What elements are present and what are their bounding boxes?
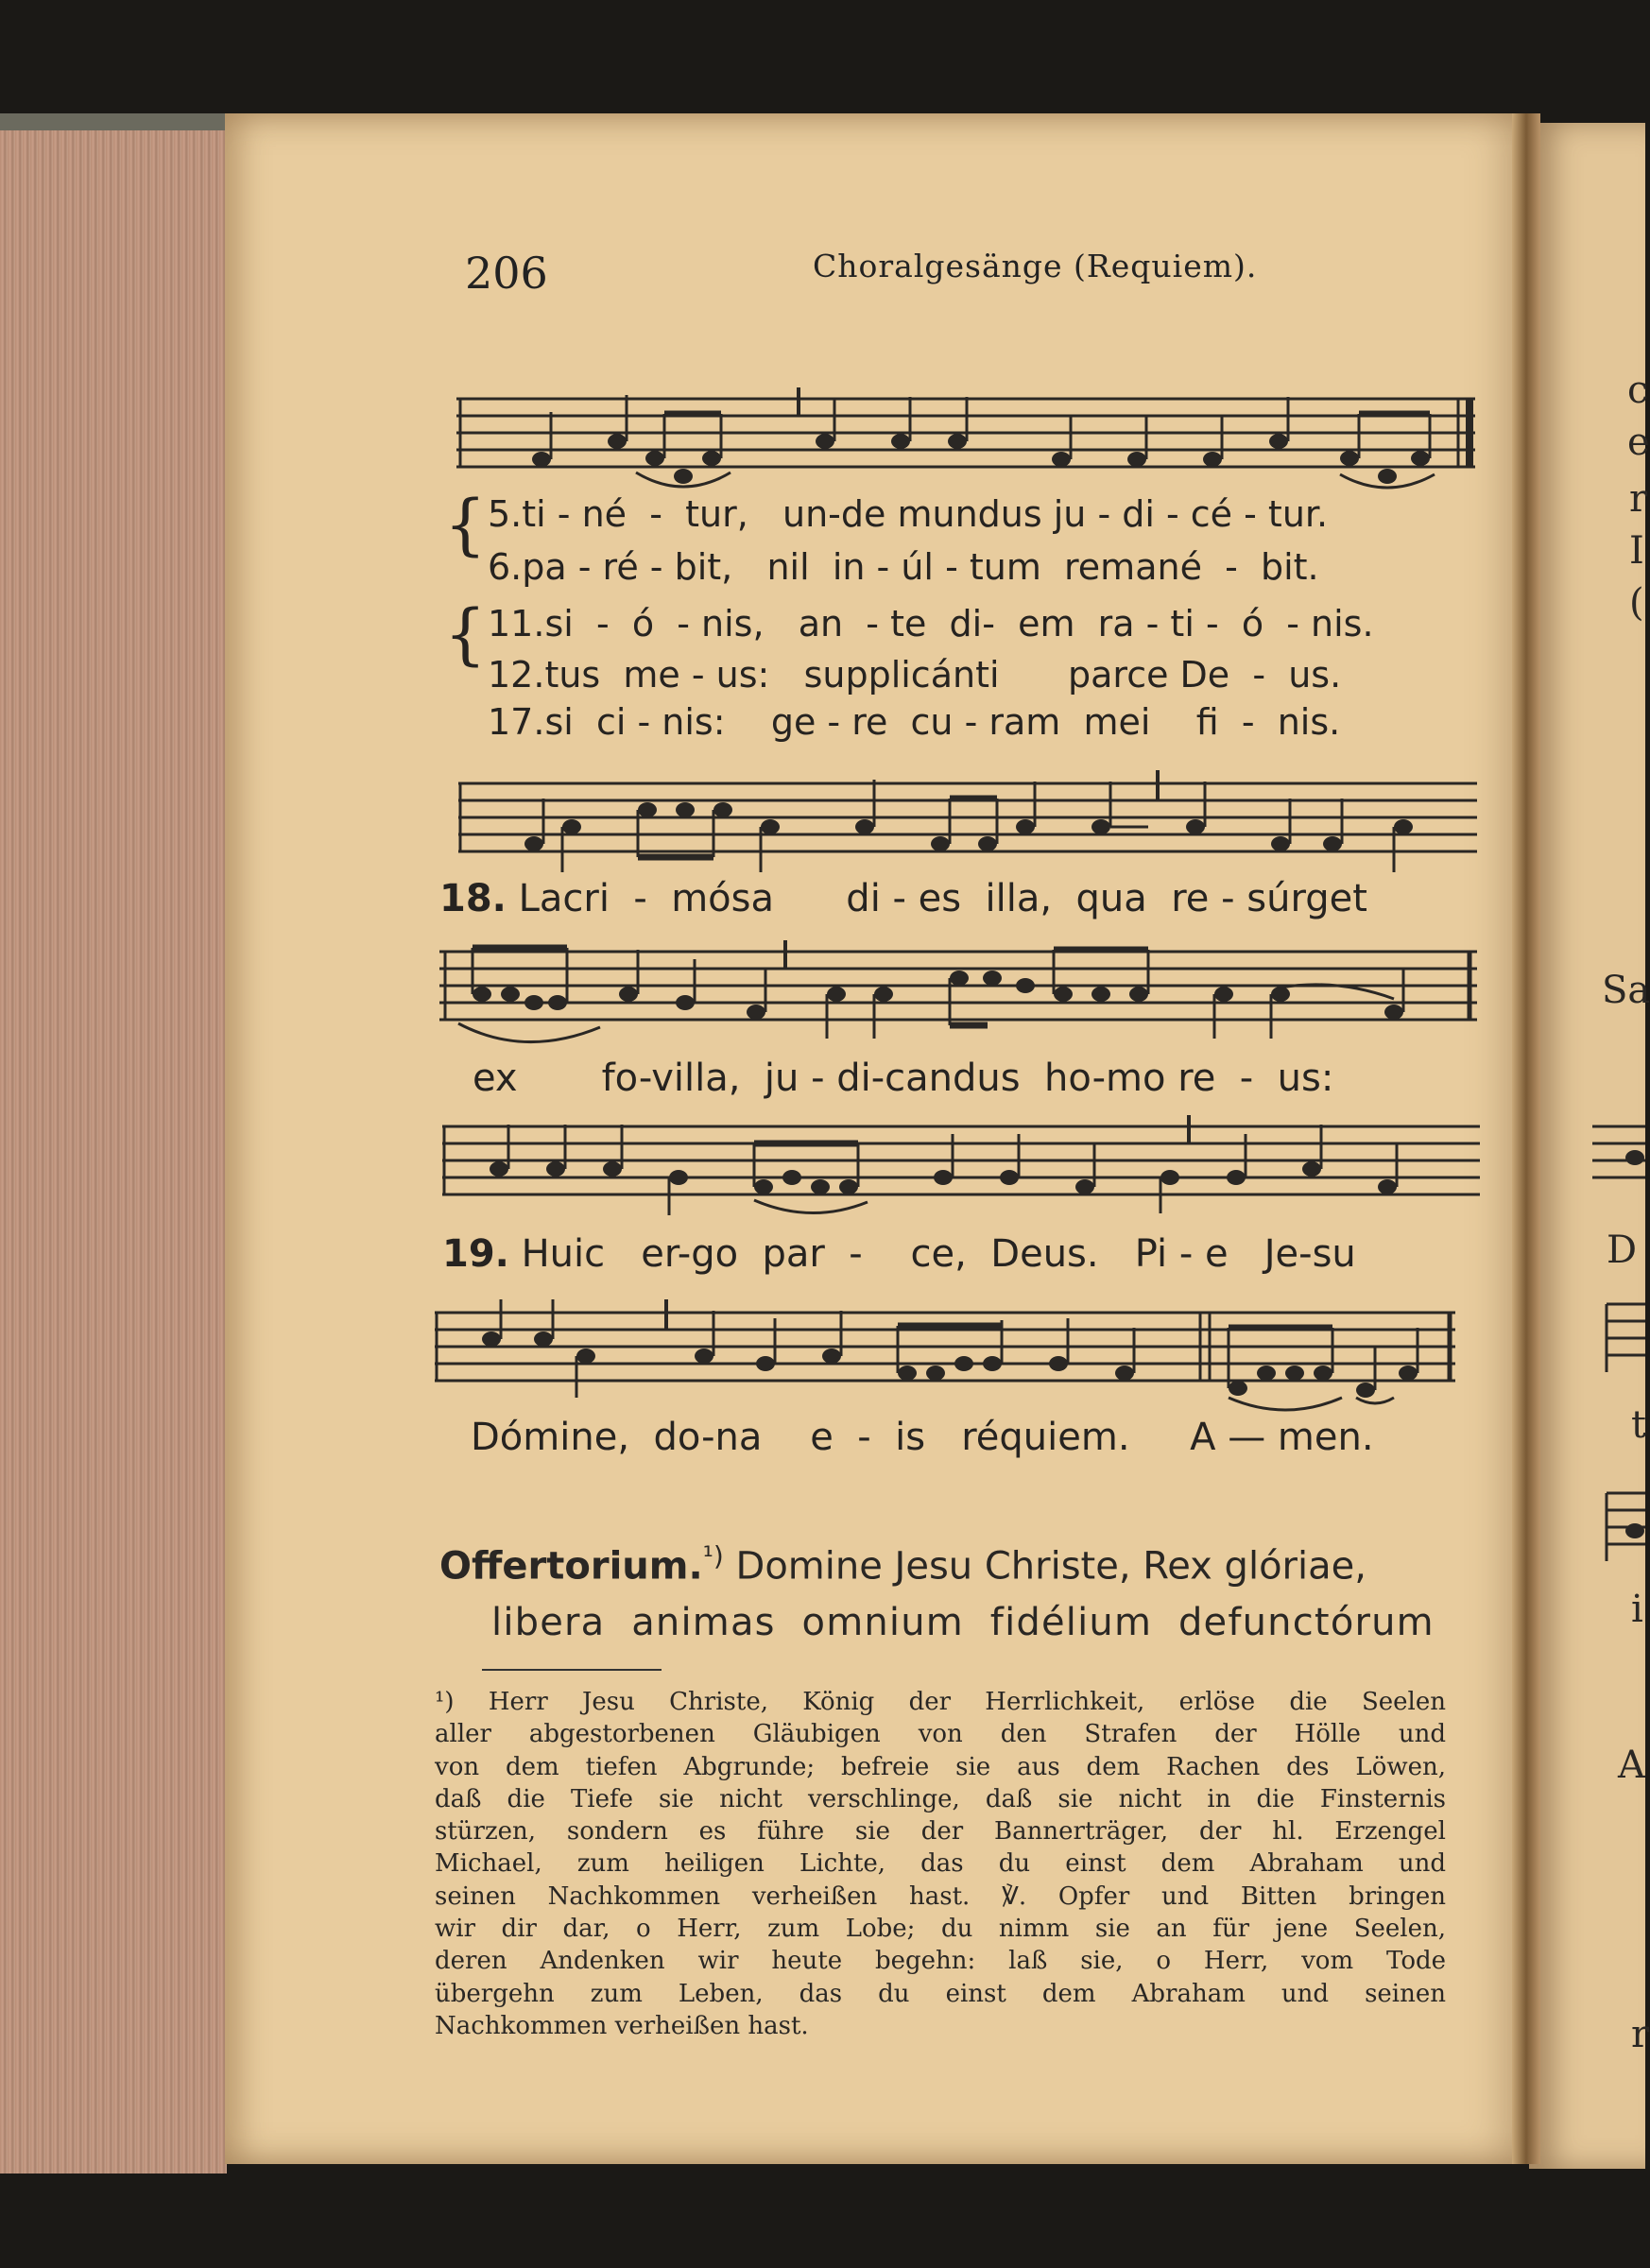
footnote-line: ¹) Herr Jesu Christe, König der Herrlichkeit, erlöse die Seelen <box>435 1688 1446 1716</box>
footnote-marker: ¹) <box>702 1540 724 1572</box>
footnote-rule <box>482 1669 662 1671</box>
verse-6-text: pa - ré - bit, nil in - úl - tum remané - bit. <box>522 546 1319 588</box>
footnote-line: deren Andenken wir heute begehn: laß sie, o Herr, vom Tode <box>435 1947 1446 1976</box>
book-gutter <box>1512 113 1540 2164</box>
lyric-verse-18 <box>439 877 1367 920</box>
next-page-staff-fragments <box>1592 1115 1645 1588</box>
verse-19-text: Huic er-go par - ce, Deus. Pi - e Je-su <box>521 1232 1356 1276</box>
music-staff-4 <box>442 1115 1482 1219</box>
offertorium-text-1: Domine Jesu Christe, Rex glóriae, <box>723 1544 1366 1589</box>
verse-18-number: 18. <box>439 877 507 920</box>
verse-12-text: tus me - us: supplicánti parce De - us. <box>544 654 1342 696</box>
verse-18-text: Lacri - mósa di - es illa, qua re - súrget <box>518 877 1367 920</box>
next-page-letter: r <box>1631 2013 1650 2056</box>
lyric-verse-12 <box>488 654 1341 696</box>
footnote-line: aller abgestorbenen Gläubigen von den Strafen der Hölle und <box>435 1720 1446 1749</box>
lyric-verse-6 <box>488 546 1319 588</box>
lyric-verse-11 <box>488 603 1374 644</box>
next-page-letter: A <box>1618 1744 1645 1787</box>
music-staff-2 <box>458 770 1479 884</box>
lyric-verse-5 <box>488 493 1328 535</box>
book-page-edges <box>0 113 227 2174</box>
verse-11-text: si - ó - nis, an - te di- em ra - ti - ó - nis. <box>544 603 1374 644</box>
next-page-letter: ( <box>1629 581 1644 625</box>
music-staff-5 <box>435 1299 1474 1413</box>
footnote <box>435 1686 1446 2042</box>
next-page-letter: I <box>1629 529 1644 573</box>
verse-17-text: si ci - nis: ge - re cu - ram mei fi - nis. <box>544 701 1341 743</box>
music-staff-1 <box>456 387 1477 491</box>
verse-brace-2: { <box>444 595 487 673</box>
next-page-letter: c <box>1627 369 1649 412</box>
offertorium-title: Offertorium. <box>439 1544 703 1589</box>
verse-17-number: 17. <box>488 701 545 743</box>
verse-5-number: 5. <box>488 493 523 535</box>
music-staff-3 <box>439 940 1479 1054</box>
footnote-line: wir dir dar, o Herr, zum Lobe; du nimm sie an für jene Seelen, <box>435 1915 1446 1944</box>
next-page-letter: t <box>1631 1403 1647 1447</box>
page-number: 206 <box>465 248 548 299</box>
lyric-line-domine: Dómine, do-na e - is réquiem. A — men. <box>471 1416 1374 1459</box>
next-page-letter: i <box>1631 1588 1643 1631</box>
verse-11-number: 11. <box>488 603 545 644</box>
next-page-letter: D <box>1607 1228 1638 1272</box>
verse-19-number: 19. <box>442 1232 509 1276</box>
footnote-line: daß die Tiefe sie nicht verschlinge, daß sie nicht in die Finsternis <box>435 1784 1446 1813</box>
lyric-verse-19 <box>442 1232 1356 1276</box>
footnote-line: Michael, zum heiligen Lichte, das du einst dem Abraham und <box>435 1849 1446 1879</box>
next-page-letter: r <box>1629 477 1648 521</box>
footnote-line: von dem tiefen Abgrunde; befreie sie aus dem Rachen des Löwen, <box>435 1752 1446 1781</box>
footnote-line: stürzen, sondern es führe sie der Bannerträger, der hl. Erzengel <box>435 1817 1446 1847</box>
running-head: Choralgesänge (Requiem). <box>813 248 1258 284</box>
book-cover-edge <box>0 113 227 130</box>
footnote-line: seinen Nachkommen verheißen hast. ℣. Opfer und Bitten bringen <box>435 1881 1446 1911</box>
offertorium-line-1 <box>439 1540 1366 1588</box>
verse-5-text: ti - né - tur, un-de mundus ju - di - cé - tur. <box>522 493 1329 535</box>
footnote-line: Nachkommen verheißen hast. <box>435 2011 809 2040</box>
footnote-line: übergehn zum Leben, das du einst dem Abraham und seinen <box>435 1979 1446 2008</box>
next-page-letter: e <box>1627 421 1650 464</box>
next-page-letter: Sa <box>1602 969 1650 1012</box>
lyric-line-ex: ex fo-villa, ju - di-candus ho-mo re - us: <box>473 1057 1334 1100</box>
lyric-verse-17 <box>488 701 1340 743</box>
verse-6-number: 6. <box>488 546 523 588</box>
verse-12-number: 12. <box>488 654 545 696</box>
verse-brace-1: { <box>444 486 487 563</box>
offertorium-line-2: libera animas omnium fidélium defunctórum <box>491 1601 1435 1644</box>
